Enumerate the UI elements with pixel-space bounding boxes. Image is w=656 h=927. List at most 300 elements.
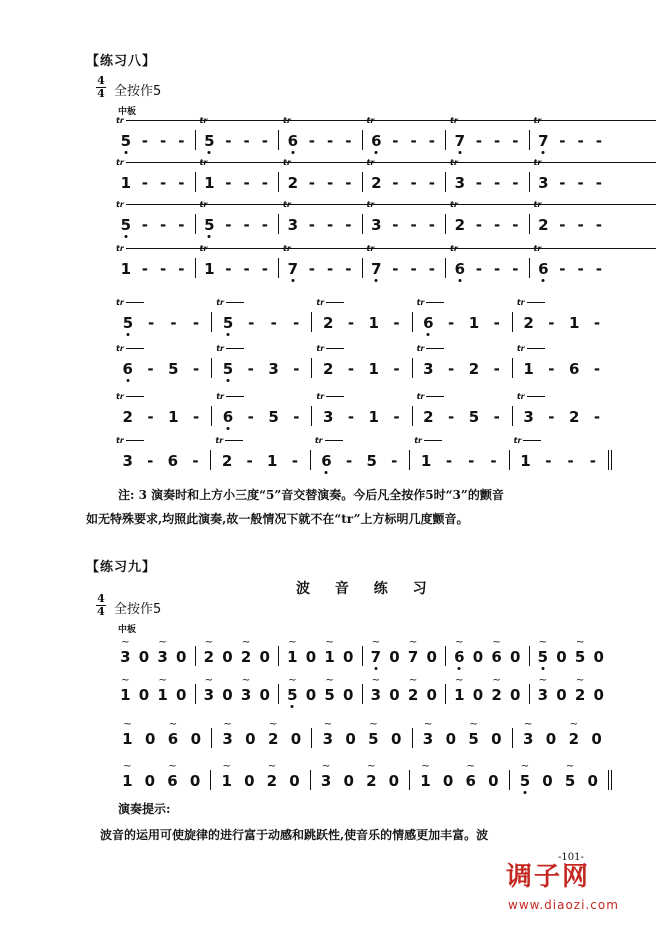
dash: - (475, 132, 482, 150)
dash: - (270, 314, 277, 332)
note: 0 (488, 772, 499, 790)
note: 5 (122, 314, 134, 332)
measure (530, 200, 613, 234)
dash: - (308, 174, 315, 192)
staff-row (112, 158, 612, 198)
note: 0 (259, 686, 270, 704)
note: ~ 1 (157, 686, 167, 704)
dash: - (248, 314, 255, 332)
note: ~ 3 (120, 648, 130, 666)
dash: - (577, 132, 584, 150)
note: 5 (222, 314, 234, 332)
trill-mark: tr (315, 436, 343, 445)
note: 0 (545, 730, 557, 748)
note: ~ 5 (324, 686, 334, 704)
measure (196, 684, 280, 704)
note: 0 (343, 772, 354, 790)
dash: - (326, 216, 334, 234)
measure (279, 158, 363, 192)
trill-mark: tr (517, 392, 545, 401)
measure (312, 344, 412, 378)
dash: - (410, 132, 417, 150)
dash: - (293, 360, 300, 378)
measure (413, 298, 513, 332)
measure (112, 646, 196, 666)
measure (279, 646, 363, 666)
measure (530, 244, 613, 278)
dash: - (410, 216, 417, 234)
dash: - (147, 360, 154, 378)
note: ~ 2 (575, 686, 585, 704)
note: 2 (322, 314, 334, 332)
dash: - (243, 260, 250, 278)
note: ~ 5 (575, 648, 585, 666)
dash: - (410, 174, 417, 192)
staff-row (112, 632, 612, 672)
trill-mark: tr (417, 298, 445, 307)
note: ~ 3 (523, 730, 533, 748)
measure (513, 728, 612, 748)
note: 5 (204, 132, 215, 150)
dash: - (293, 408, 300, 426)
note: ~ 3 (157, 648, 167, 666)
staff-row (112, 344, 612, 384)
dash: - (225, 260, 232, 278)
dash: - (567, 452, 574, 470)
dash: - (577, 216, 584, 234)
note: 2 (568, 408, 580, 426)
measure (112, 116, 196, 150)
dash: - (147, 408, 154, 426)
dash: - (448, 408, 455, 426)
note: 0 (587, 772, 598, 790)
dash: - (243, 132, 250, 150)
note: 0 (389, 648, 400, 666)
dash: - (428, 132, 435, 150)
dash: - (345, 260, 352, 278)
measure (530, 158, 613, 192)
measure (112, 392, 212, 426)
note: 1 (204, 174, 215, 192)
note: 0 (244, 772, 255, 790)
dash: - (589, 452, 596, 470)
note: 1 (168, 408, 179, 426)
staff-row (112, 244, 612, 284)
note: 0 (305, 648, 317, 666)
dash: - (345, 216, 352, 234)
note: 0 (245, 730, 256, 748)
dash: - (159, 260, 167, 278)
note: 0 (345, 730, 356, 748)
dash: - (193, 360, 200, 378)
dash: - (243, 174, 250, 192)
trill-mark: tr (367, 158, 497, 167)
note: 1 (568, 314, 580, 332)
measure (196, 200, 280, 234)
note: 5 (222, 360, 234, 378)
note: 1 (120, 174, 132, 192)
dash: - (512, 260, 519, 278)
dash: - (293, 314, 300, 332)
measure (363, 158, 447, 192)
note: 2 (287, 174, 299, 192)
time-sig-bottom: 4 (97, 87, 105, 100)
note: 3 (122, 452, 133, 470)
measure (212, 298, 312, 332)
note: 3 (371, 216, 382, 234)
site-logo: 调子网 (506, 862, 591, 892)
dash: - (593, 408, 601, 426)
note: 0 (445, 730, 457, 748)
dash: - (559, 216, 566, 234)
dash: - (595, 174, 602, 192)
measure (510, 770, 612, 790)
dash: - (593, 314, 601, 332)
trill-mark: tr (534, 116, 656, 125)
trill-mark: tr (534, 158, 656, 167)
dash: - (308, 260, 315, 278)
note: 1 (420, 452, 432, 470)
note: ~ 1 (120, 686, 130, 704)
measure (212, 728, 312, 748)
dash: - (559, 132, 566, 150)
exercise9-tempo: 中板 (118, 625, 137, 635)
note: 0 (190, 730, 201, 748)
measure (312, 298, 412, 332)
measure (196, 158, 280, 192)
trill-mark: tr (316, 392, 344, 401)
dash: - (147, 452, 154, 470)
dash: - (428, 216, 435, 234)
note: ~ 2 (491, 686, 501, 704)
note: ~ 3 (538, 686, 548, 704)
trill-mark: tr (534, 200, 656, 209)
dash: - (428, 174, 435, 192)
trill-mark: tr (316, 344, 344, 353)
dash: - (178, 216, 185, 234)
dash: - (291, 452, 298, 470)
note: ~ 5 (468, 730, 478, 748)
dash: - (178, 132, 185, 150)
exercise8-time-signature (96, 76, 106, 99)
dash: - (225, 132, 232, 150)
dash: - (261, 216, 268, 234)
measure (410, 770, 509, 790)
measure (312, 728, 412, 748)
measure (112, 344, 212, 378)
dash: - (392, 174, 399, 192)
dash: - (391, 452, 398, 470)
note: 0 (144, 730, 156, 748)
note: 0 (390, 730, 402, 748)
note: 2 (221, 452, 233, 470)
note: 0 (222, 686, 233, 704)
dash: - (147, 314, 155, 332)
note: 6 (167, 452, 179, 470)
dash: - (392, 216, 399, 234)
dash: - (548, 314, 555, 332)
dash: - (393, 314, 400, 332)
note: 2 (454, 216, 466, 234)
note: ~ 3 (323, 730, 333, 748)
measure (279, 116, 363, 150)
trill-mark: tr (200, 200, 330, 209)
trill-mark: tr (116, 344, 144, 353)
staff-row (112, 670, 612, 710)
dash: - (512, 174, 519, 192)
dash: - (347, 408, 355, 426)
measure (211, 770, 310, 790)
dash: - (178, 260, 185, 278)
measure (413, 344, 513, 378)
time-sig-top: 4 (97, 74, 105, 87)
dash: - (247, 408, 254, 426)
note: 7 (287, 260, 299, 278)
dash: - (512, 132, 519, 150)
note: ~ 5 (538, 648, 548, 666)
trill-mark: tr (200, 158, 330, 167)
dash: - (392, 132, 399, 150)
dash: - (347, 314, 355, 332)
dash: - (595, 260, 602, 278)
note: ~ 6 (167, 772, 177, 790)
note: ~ 3 (423, 730, 433, 748)
note: 6 (371, 132, 382, 150)
trill-mark: tr (216, 392, 244, 401)
trill-mark: tr (116, 116, 246, 125)
note: 0 (389, 686, 400, 704)
measure (196, 116, 280, 150)
note: 0 (556, 686, 567, 704)
note: 0 (442, 772, 454, 790)
note: 7 (371, 260, 382, 278)
measure (279, 200, 363, 234)
measure (112, 298, 212, 332)
dash: - (392, 260, 399, 278)
dash: - (345, 174, 352, 192)
note: 0 (144, 772, 156, 790)
dash: - (308, 216, 315, 234)
note: ~ 2 (366, 772, 376, 790)
note: 0 (175, 686, 187, 704)
dash: - (493, 132, 501, 150)
dash: - (468, 452, 475, 470)
dash: - (493, 314, 500, 332)
note: 2 (322, 360, 334, 378)
exercise9-time-signature (96, 594, 106, 617)
measure (363, 646, 447, 666)
dash: - (141, 216, 148, 234)
note: 0 (259, 648, 270, 666)
dash: - (512, 216, 519, 234)
note: ~ 5 (520, 772, 530, 790)
dash: - (475, 216, 482, 234)
trill-mark: tr (116, 298, 144, 307)
dash: - (559, 174, 566, 192)
trill-mark: tr (216, 344, 244, 353)
measure (446, 684, 530, 704)
exercise8-header: 【练习八】 (86, 54, 157, 69)
note: 5 (168, 360, 179, 378)
note: 1 (267, 452, 278, 470)
trill-mark: tr (450, 116, 580, 125)
measure (112, 684, 196, 704)
note: 0 (189, 772, 201, 790)
trill-mark: tr (417, 392, 445, 401)
note: 2 (122, 408, 133, 426)
dash: - (428, 260, 435, 278)
exercise8-tempo: 中板 (118, 107, 137, 117)
trill-mark: tr (116, 392, 144, 401)
measure (196, 646, 280, 666)
trill-mark: tr (216, 298, 244, 307)
note: ~ 6 (454, 648, 464, 666)
note: ~ 5 (565, 772, 575, 790)
measure (446, 646, 530, 666)
measure (196, 244, 280, 278)
measure (446, 116, 530, 150)
dash: - (246, 452, 253, 470)
note: ~ 6 (168, 730, 178, 748)
note-line1: 3 演奏时和上方小三度“5”音交替演奏。今后凡全按作5时“3”的颤音 (138, 488, 504, 502)
dash: - (308, 132, 315, 150)
note: ~ 7 (371, 648, 381, 666)
measure (413, 728, 513, 748)
note: 1 (523, 360, 534, 378)
trill-mark: tr (116, 200, 246, 209)
dash: - (192, 314, 200, 332)
dash: - (493, 408, 500, 426)
trill-mark: tr (367, 200, 497, 209)
note: ~ 1 (122, 730, 132, 748)
note: ~ 3 (204, 686, 214, 704)
exercise8-key: 全按作5 (114, 84, 162, 99)
dash: - (326, 174, 334, 192)
note: 1 (468, 314, 480, 332)
note: 0 (593, 648, 604, 666)
dash: - (261, 132, 268, 150)
note: 3 (322, 408, 334, 426)
staff-row (112, 298, 612, 338)
note: ~ 1 (287, 648, 297, 666)
measure (211, 436, 310, 470)
dash: - (393, 360, 400, 378)
measure (363, 244, 447, 278)
dash: - (159, 216, 167, 234)
dash: - (577, 260, 584, 278)
note: 5 (120, 132, 132, 150)
note: 0 (388, 772, 400, 790)
dash: - (141, 132, 148, 150)
note: 5 (268, 408, 279, 426)
note: ~ 2 (408, 686, 418, 704)
measure (363, 684, 447, 704)
note: 6 (122, 360, 133, 378)
note: 0 (491, 730, 502, 748)
note: 3 (287, 216, 299, 234)
staff-row (112, 116, 612, 156)
measure (112, 158, 196, 192)
dash: - (225, 174, 232, 192)
note: 3 (268, 360, 279, 378)
trill-mark: tr (200, 244, 330, 253)
note: 0 (305, 686, 317, 704)
dash: - (577, 174, 584, 192)
note: 0 (593, 686, 604, 704)
dash: - (545, 452, 552, 470)
note: 1 (368, 314, 379, 332)
note: 0 (472, 686, 484, 704)
note: 0 (342, 686, 354, 704)
note: 0 (222, 648, 233, 666)
measure (410, 436, 509, 470)
note: 2 (371, 174, 382, 192)
time-sig-bottom: 4 (97, 605, 105, 618)
note: 0 (509, 648, 521, 666)
measure (446, 158, 530, 192)
dash: - (345, 452, 353, 470)
note: 1 (520, 452, 531, 470)
trill-mark: tr (116, 244, 246, 253)
note: 0 (426, 686, 437, 704)
dash: - (448, 360, 455, 378)
measure (112, 200, 196, 234)
exercise9-title: 波 音 练 习 (296, 581, 437, 597)
note: ~ 2 (267, 772, 277, 790)
note: 7 (538, 132, 549, 150)
note: 5 (204, 216, 215, 234)
note: ~ 2 (569, 730, 579, 748)
dash: - (559, 260, 566, 278)
measure (530, 116, 613, 150)
dash: - (493, 360, 500, 378)
trill-mark: tr (417, 344, 445, 353)
staff-row (112, 436, 612, 476)
staff-row (112, 714, 612, 754)
measure (311, 436, 410, 470)
dash: - (493, 216, 501, 234)
dash: - (593, 360, 601, 378)
note: 6 (222, 408, 234, 426)
note: 0 (175, 648, 187, 666)
trill-mark: tr (116, 158, 246, 167)
dash: - (393, 408, 400, 426)
measure (446, 244, 530, 278)
note: 3 (523, 408, 534, 426)
note: 0 (290, 730, 302, 748)
measure (363, 116, 447, 150)
measure (279, 684, 363, 704)
site-url[interactable]: www.diaozi.com (508, 898, 619, 912)
note: 5 (468, 408, 480, 426)
dash: - (445, 452, 453, 470)
note: ~ 2 (268, 730, 278, 748)
note: 0 (542, 772, 553, 790)
trill-mark: tr (283, 158, 413, 167)
dash: - (493, 260, 501, 278)
dash: - (326, 260, 334, 278)
note: ~ 3 (241, 686, 251, 704)
measure (513, 298, 612, 332)
note: 2 (523, 314, 534, 332)
dash: - (247, 360, 254, 378)
time-sig-top: 4 (97, 592, 105, 605)
note: 1 (368, 360, 379, 378)
note: ~ 1 (122, 772, 132, 790)
dash: - (326, 132, 334, 150)
measure (363, 200, 447, 234)
measure (510, 436, 612, 470)
